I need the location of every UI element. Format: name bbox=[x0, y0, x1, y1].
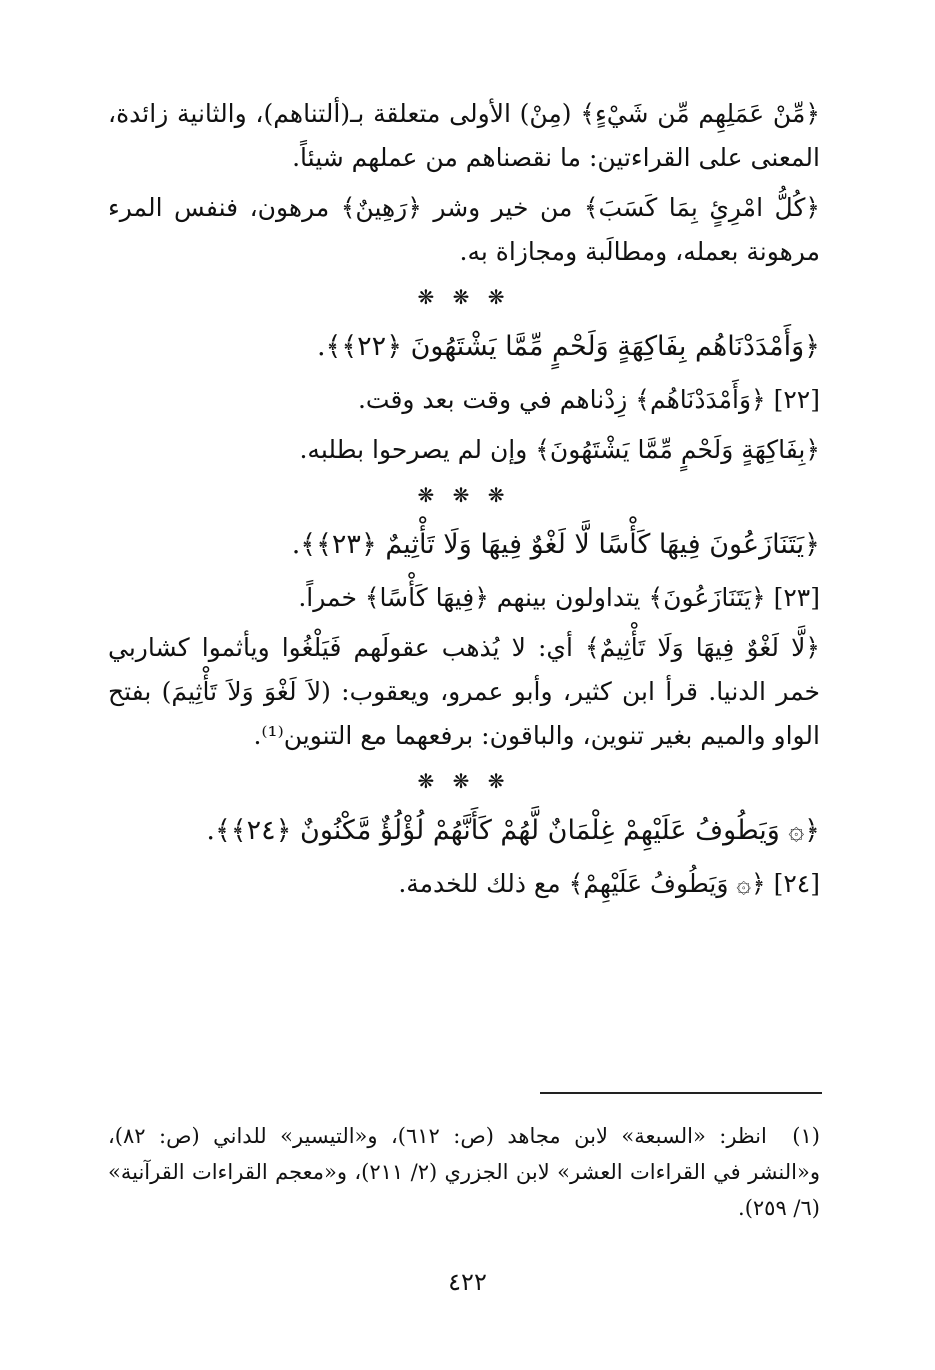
quran-verse: ﴿۞ وَيَطُوفُ عَلَيْهِمْ غِلْمَانٌ لَّهُمْ كَأَنَّهُمْ لُؤْلُؤٌ مَّكْنُونٌ ﴿٢٤﴾﴾. bbox=[206, 815, 820, 846]
quran-verse: ﴿وَأَمْدَدْنَاهُم بِفَاكِهَةٍ وَلَحْمٍ مِّمَّا يَشْتَهُونَ ﴿٢٢﴾﴾. bbox=[316, 331, 820, 362]
page-body bbox=[108, 92, 820, 912]
paragraph: ﴿لَّا لَغْوٌ فِيهَا وَلَا تَأْثِيمٌ﴾ أي: لا يُذهب عقولَهم فَيَلْغُوا ويأثموا كشاربي خمر الدنيا. قرأ ابن كثير، وأبو عمرو، ويعقوب: (لاَ لَغْوَ وَلاَ تَأْثِيمَ) بفتح الواو والميم بغير تنوين، والباقون: برفعهما مع التنوين⁽¹⁾. bbox=[108, 633, 820, 750]
section-separator: ❋ ❋ ❋ bbox=[417, 483, 511, 507]
paragraph: ﴿كُلُّ امْرِئٍ بِمَا كَسَبَ﴾ من خير وشر ﴿رَهِينٌ﴾ مرهون، فنفس المرء مرهونة بعمله، ومطالَبة ومجازاة به. bbox=[108, 193, 820, 266]
paragraph: [٢٢] ﴿وَأَمْدَدْنَاهُم﴾ زِدْناهم في وقت بعد وقت. bbox=[357, 385, 820, 414]
section-separator: ❋ ❋ ❋ bbox=[417, 769, 511, 793]
paragraph: ﴿بِفَاكِهَةٍ وَلَحْمٍ مِّمَّا يَشْتَهُونَ﴾ وإن لم يصرحوا بطلبه. bbox=[299, 435, 820, 464]
quran-verse: ﴿يَتَنَازَعُونَ فِيهَا كَأْسًا لَّا لَغْوٌ فِيهَا وَلَا تَأْثِيمٌ ﴿٢٣﴾﴾. bbox=[291, 529, 820, 560]
paragraph: [٢٣] ﴿يَتَنَازَعُونَ﴾ يتداولون بينهم ﴿فِيهَا كَأْسًا﴾ خمراً. bbox=[298, 583, 820, 612]
footnote-text: انظر: «السبعة» لابن مجاهد (ص: ٦١٢)، و«التيسير» للداني (ص: ٨٢)، و«النشر في القراءات العشر» لابن الجزري (٢/ ٢١١)، و«معجم القراءات القرآنية» (٦/ ٢٥٩). bbox=[108, 1124, 820, 1220]
paragraph: ﴿مِّنْ عَمَلِهِم مِّن شَيْءٍ﴾ (مِنْ) الأولى متعلقة بـ(ألتناهم)، والثانية زائدة، المعنى على القراءتين: ما نقصناهم من عملهم شيئاً. bbox=[108, 99, 820, 172]
footnotes bbox=[108, 1118, 820, 1226]
section-separator: ❋ ❋ ❋ bbox=[417, 285, 511, 309]
page-number: ٤٢٢ bbox=[448, 1268, 487, 1296]
footnote-mark: (١) bbox=[792, 1124, 820, 1148]
paragraph: [٢٤] ﴿۞ وَيَطُوفُ عَلَيْهِمْ﴾ مع ذلك للخدمة. bbox=[398, 869, 820, 898]
footnote-divider bbox=[540, 1092, 822, 1094]
